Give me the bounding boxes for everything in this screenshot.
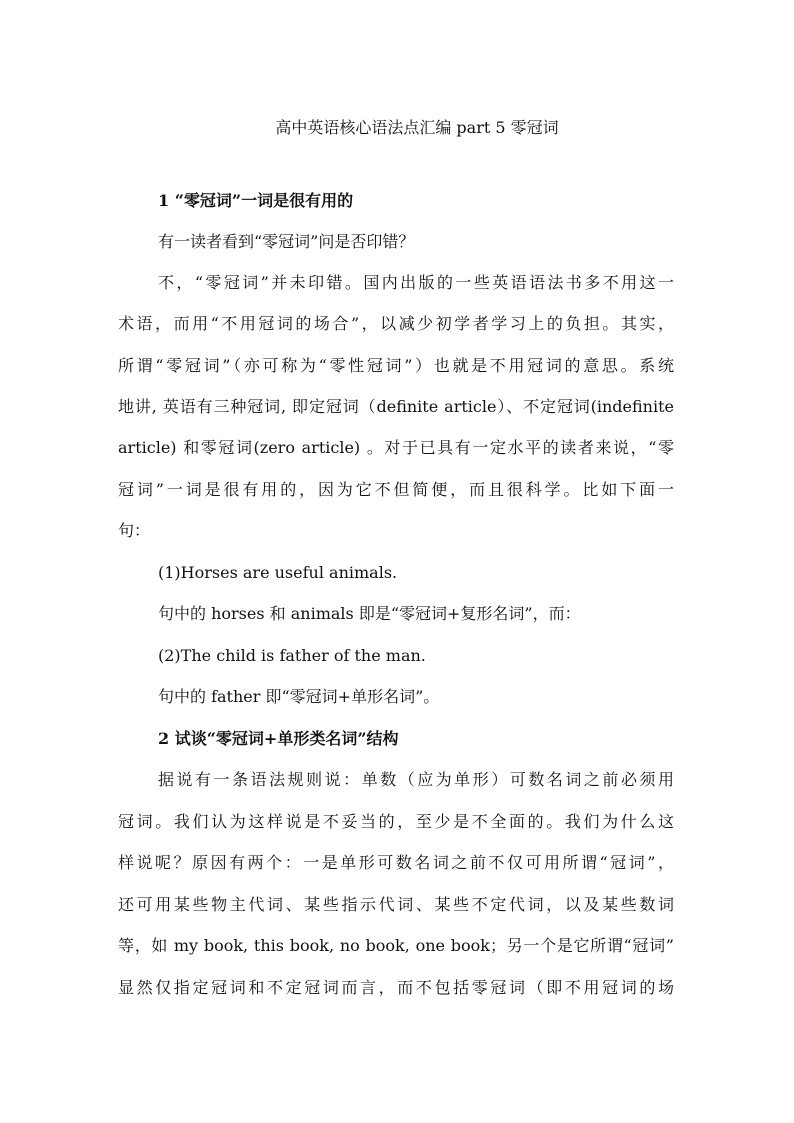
paragraph-line: 样说呢？原因有两个：一是单形可数名词之前不仅可用所谓“冠词”，: [118, 853, 674, 872]
page-title: 高中英语核心语法点汇编 part 5 零冠词: [275, 118, 559, 137]
paragraph-line: 术语，而用“不用冠词的场合”，以减少初学者学习上的负担。其实，: [118, 314, 674, 333]
paragraph-line: 有一读者看到“零冠词”问是否印错？: [158, 232, 415, 251]
paragraph-line: 地讲, 英语有三种冠词, 即定冠词（definite article）、不定冠词(indefinite: [118, 397, 674, 416]
paragraph-line: 句中的 horses 和 animals 即是“零冠词+复形名词”，而：: [158, 604, 581, 623]
paragraph-line: 还可用某些物主代词、某些指示代词、某些不定代词，以及某些数词: [118, 895, 674, 914]
paragraph-line: 不，“零冠词”并未印错。国内出版的一些英语语法书多不用这一: [158, 273, 674, 292]
paragraph-line: 句中的 father 即“零冠词+单形名词”。: [158, 687, 440, 706]
paragraph-line: 所谓“零冠词”（亦可称为“零性冠词”）也就是不用冠词的意思。系统: [118, 356, 674, 375]
example-sentence-2: (2)The child is father of the man.: [158, 646, 426, 665]
paragraph-line: 冠词。我们认为这样说是不妥当的，至少是不全面的。我们为什么这: [118, 812, 674, 831]
paragraph-line: article) 和零冠词(zero article) 。对于已具有一定水平的读者来说，“零: [118, 438, 674, 457]
paragraph-line: 据说有一条语法规则说：单数（应为单形）可数名词之前必须用: [158, 770, 674, 789]
paragraph-line: 等，如 my book, this book, no book, one book；另一个是它所谓“冠词”: [118, 936, 674, 955]
paragraph-line: 显然仅指定冠词和不定冠词而言，而不包括零冠词（即不用冠词的场: [118, 978, 674, 997]
paragraph-line: 句：: [118, 521, 151, 540]
example-sentence-1: (1)Horses are useful animals.: [158, 563, 398, 582]
section-heading-1: 1 “零冠词”一词是很有用的: [158, 191, 354, 210]
paragraph-line: 冠词”一词是很有用的，因为它不但简便，而且很科学。比如下面一: [118, 480, 674, 499]
section-heading-2: 2 试谈“零冠词+单形类名词”结构: [158, 729, 399, 748]
